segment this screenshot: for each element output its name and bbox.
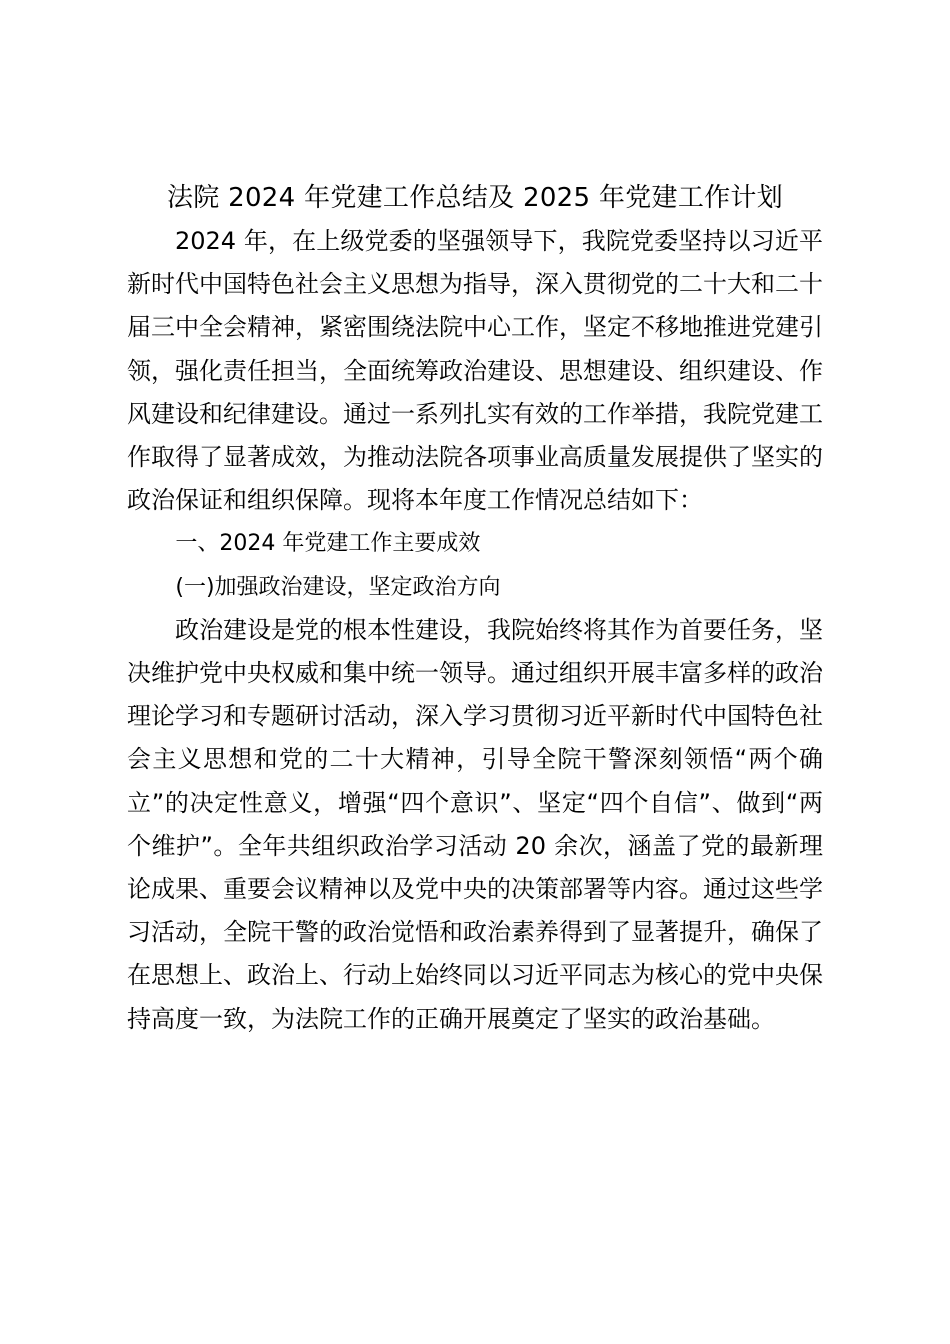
subsection-heading: (一)加强政治建设，坚定政治方向 [175,574,501,600]
section-heading: 一、2024 年党建工作主要成效 [175,531,481,557]
document-body [127,220,823,1041]
document-title: 法院 2024 年党建工作总结及 2025 年党建工作计划 [166,183,784,213]
subsection-paragraph: 政治建设是党的根本性建设，我院始终将其作为首要任务，坚决维护党中央权威和集中统一领导。通过组织开展丰富多样的政治理论学习和专题研讨活动，深入学习贯彻习近平新时代中国特色社会主义思想和党的二十大精神，引导全院干警深刻领悟“两个确立”的决定性意义，增强“四个意识”、坚定“四个自信”、做到“两个维护”。全年共组织政治学习活动 20 余次，涵盖了党的最新理论成果、重要会议精神以及党中央的决策部署等内容。通过这些学习活动，全院干警的政治觉悟和政治素养得到了显著提升，确保了在思想上、政治上、行动上始终同以习近平同志为核心的党中央保持高度一致，为法院工作的正确开展奠定了坚实的政治基础。 [127,615,823,1033]
intro-paragraph: 2024 年，在上级党委的坚强领导下，我院党委坚持以习近平新时代中国特色社会主义思想为指导，深入贯彻党的二十大和二十届三中全会精神，紧密围绕法院中心工作，坚定不移地推进党建引领，强化责任担当，全面统筹政治建设、思想建设、组织建设、作风建设和纪律建设。通过一系列扎实有效的工作举措，我院党建工作取得了显著成效，为推动法院各项事业高质量发展提供了坚实的政治保证和组织保障。现将本年度工作情况总结如下： [127,227,823,515]
